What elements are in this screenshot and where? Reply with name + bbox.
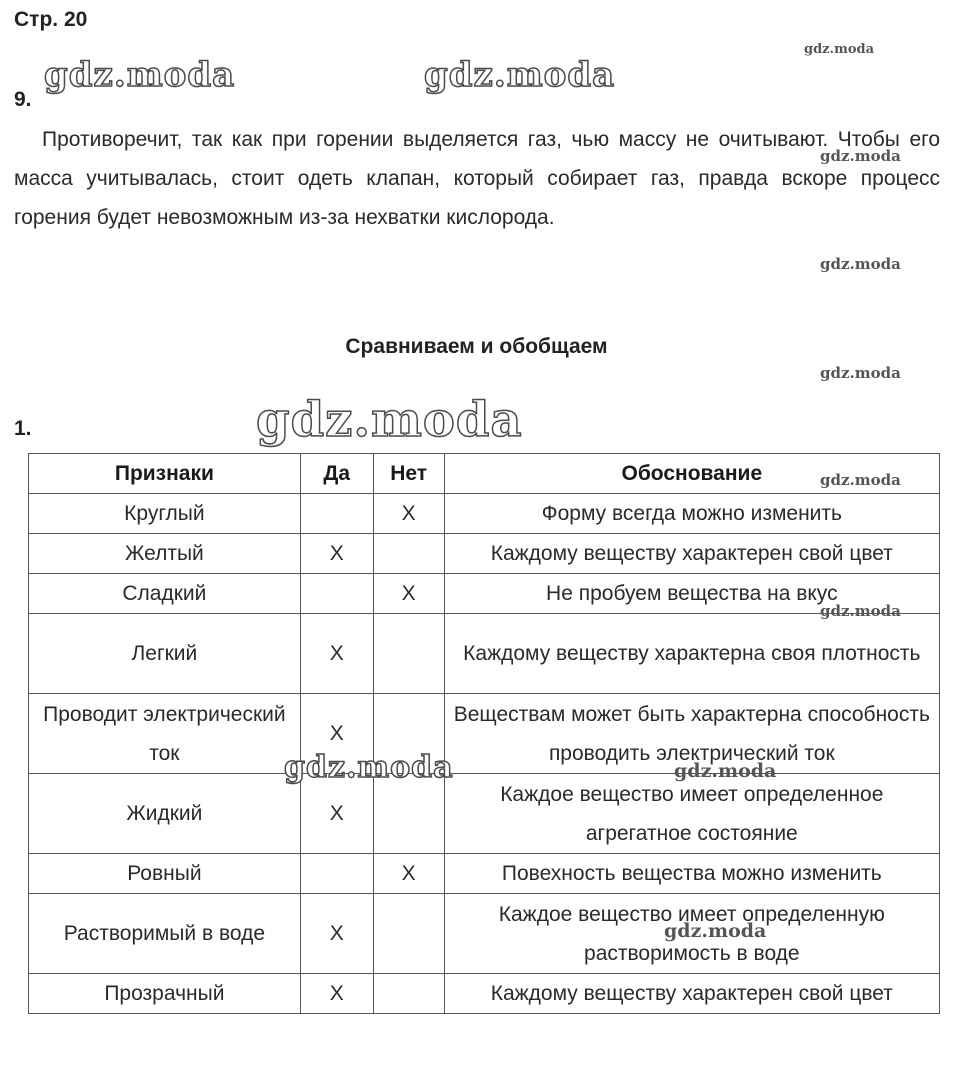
cell-no: X	[373, 854, 444, 894]
watermark: gdz.moda	[820, 471, 901, 489]
watermark: gdz.moda	[820, 364, 901, 382]
cell-reason: Веществам может быть характерна способность проводить электрический ток	[444, 694, 939, 774]
cell-no	[373, 774, 444, 854]
table-row	[29, 494, 940, 534]
cell-yes: X	[300, 894, 373, 974]
table-row	[29, 614, 940, 694]
header-yes: Да	[300, 454, 373, 494]
cell-no	[373, 614, 444, 694]
cell-yes	[300, 574, 373, 614]
task-1-number: 1.	[14, 417, 32, 440]
cell-feature: Ровный	[29, 854, 301, 894]
cell-no	[373, 534, 444, 574]
watermark: gdz.moda	[820, 255, 901, 273]
table-row	[29, 854, 940, 894]
properties-table	[28, 453, 940, 1014]
cell-feature: Желтый	[29, 534, 301, 574]
cell-feature: Сладкий	[29, 574, 301, 614]
watermark: gdz.moda	[256, 392, 523, 448]
watermark: gdz.moda	[664, 920, 767, 942]
cell-no: X	[373, 574, 444, 614]
watermark: gdz.moda	[804, 42, 875, 57]
task-9-answer: Противоречит, так как при горении выделяется газ, чью массу не очитывают. Чтобы его масса учитывалась, стоит одеть клапан, который собирает газ, правда вскоре процесс горения будет невозможным из-за нехватки кислорода.	[14, 128, 940, 229]
cell-feature: Прозрачный	[29, 974, 301, 1014]
cell-yes: X	[300, 614, 373, 694]
table-row	[29, 534, 940, 574]
task-9-number: 9.	[14, 88, 32, 111]
page-label: Стр. 20	[14, 8, 88, 31]
table-row	[29, 694, 940, 774]
cell-reason: Каждое вещество имеет определенное агрегатное состояние	[444, 774, 939, 854]
cell-yes: X	[300, 694, 373, 774]
cell-reason: Каждому веществу характерен свой цвет	[444, 534, 939, 574]
table-row	[29, 774, 940, 854]
header-features: Признаки	[29, 454, 301, 494]
cell-feature: Легкий	[29, 614, 301, 694]
cell-reason: Не пробуем вещества на вкус	[444, 574, 939, 614]
cell-feature: Жидкий	[29, 774, 301, 854]
header-no: Нет	[373, 454, 444, 494]
cell-yes: X	[300, 974, 373, 1014]
cell-yes: X	[300, 534, 373, 574]
watermark: gdz.moda	[820, 147, 901, 165]
cell-feature: Проводит электрический ток	[29, 694, 301, 774]
watermark: gdz.moda	[424, 55, 616, 95]
cell-yes	[300, 854, 373, 894]
cell-reason: Повехность вещества можно изменить	[444, 854, 939, 894]
cell-yes: X	[300, 774, 373, 854]
table-row	[29, 574, 940, 614]
section-title: Сравниваем и обобщаем	[345, 335, 608, 358]
cell-feature: Растворимый в воде	[29, 894, 301, 974]
watermark: gdz.moda	[820, 602, 901, 620]
watermark: gdz.moda	[284, 750, 454, 785]
cell-yes	[300, 494, 373, 534]
cell-no	[373, 974, 444, 1014]
table-row	[29, 894, 940, 974]
cell-no	[373, 694, 444, 774]
cell-reason: Каждому веществу характерен свой цвет	[444, 974, 939, 1014]
cell-feature: Круглый	[29, 494, 301, 534]
watermark: gdz.moda	[44, 55, 236, 95]
cell-reason: Каждое вещество имеет определенную растворимость в воде	[444, 894, 939, 974]
table-row	[29, 974, 940, 1014]
cell-no: X	[373, 494, 444, 534]
cell-no	[373, 894, 444, 974]
cell-reason: Каждому веществу характерна своя плотность	[444, 614, 939, 694]
cell-reason: Форму всегда можно изменить	[444, 494, 939, 534]
table-header-row	[29, 454, 940, 494]
header-reason: Обоснование	[444, 454, 939, 494]
watermark: gdz.moda	[674, 760, 777, 782]
